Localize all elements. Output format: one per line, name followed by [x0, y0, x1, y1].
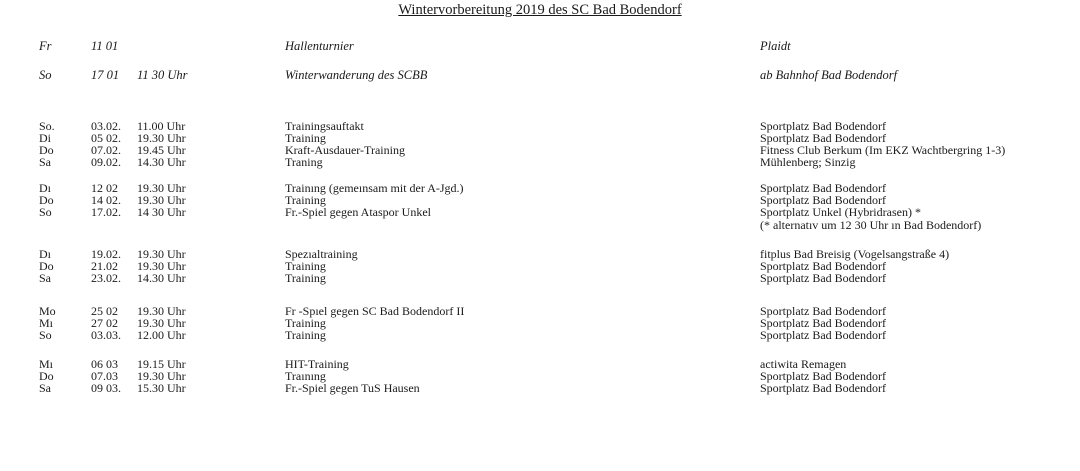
place-cell: ab Bahnhof Bad Bodendorf: [760, 68, 898, 82]
place-cell: Fitness Club Berkum (Im EKZ Wachtbergring 1-3): [760, 143, 1006, 157]
schedule-row-note: [0, 219, 1080, 231]
event-cell: Winterwanderung des SCBB: [285, 68, 428, 82]
schedule-row: [0, 272, 1080, 284]
day-cell: Dı: [39, 181, 51, 195]
date-cell: 17 01: [91, 68, 120, 82]
day-cell: Sa: [39, 155, 51, 169]
date-cell: 03.03.: [91, 328, 121, 342]
date-cell: 09.02.: [91, 155, 121, 169]
schedule-row: [0, 40, 1080, 52]
day-cell: Do: [39, 259, 54, 273]
day-cell: Do: [39, 143, 54, 157]
date-cell: 09 03.: [91, 381, 121, 395]
event-cell: Training: [285, 316, 326, 330]
time-cell: 14.30 Uhr: [137, 155, 186, 169]
time-cell: 19.30 Uhr: [137, 131, 186, 145]
event-cell: HIT-Training: [285, 357, 349, 371]
place-cell: Sportplatz Bad Bodendorf: [760, 131, 886, 145]
day-cell: Mı: [39, 357, 54, 371]
time-cell: 11.00 Uhr: [137, 119, 186, 133]
date-cell: 21.02: [91, 259, 118, 273]
event-cell: Training: [285, 271, 326, 285]
time-cell: 14 30 Uhr: [137, 205, 186, 219]
schedule-row: [0, 69, 1080, 81]
place-cell: Mühlenberg; Sinzig: [760, 155, 856, 169]
place-cell: Sportplatz Bad Bodendorf: [760, 381, 886, 395]
date-cell: 14 02.: [91, 193, 121, 207]
event-cell: Traınıng: [285, 369, 326, 383]
place-cell: Sportplatz Bad Bodendorf: [760, 369, 886, 383]
day-cell: Mı: [39, 316, 54, 330]
time-cell: 19.30 Uhr: [137, 259, 186, 273]
time-cell: 19.30 Uhr: [137, 181, 186, 195]
event-cell: Traning: [285, 155, 323, 169]
place-cell: Sportplatz Bad Bodendorf: [760, 181, 886, 195]
place-cell: Sportplatz Bad Bodendorf: [760, 304, 886, 318]
place-cell: Sportplatz Bad Bodendorf: [760, 119, 886, 133]
event-cell: Spezıaltraining: [285, 247, 358, 261]
place-cell: Sportplatz Bad Bodendorf: [760, 328, 886, 342]
time-cell: 19.45 Uhr: [137, 143, 186, 157]
place-cell: Plaidt: [760, 39, 791, 53]
day-cell: Fr: [39, 39, 52, 53]
date-cell: 06 03: [91, 357, 118, 371]
date-cell: 12 02: [91, 181, 118, 195]
place-cell: actiwita Remagen: [760, 357, 847, 371]
event-cell: Trainıng (gemeınsam mit der A-Jgd.): [285, 181, 464, 195]
place-cell: Sportplatz Bad Bodendorf: [760, 316, 886, 330]
day-cell: Di: [39, 131, 51, 145]
event-cell: Training: [285, 259, 326, 273]
time-cell: 19.30 Uhr: [137, 316, 186, 330]
schedule-row: [0, 156, 1080, 168]
event-cell: Kraft-Ausdauer-Training: [285, 143, 405, 157]
day-cell: So: [39, 205, 52, 219]
place-cell: fitplus Bad Breisig (Vogelsangstraße 4): [760, 247, 950, 261]
day-cell: Dı: [39, 247, 51, 261]
place-note: (* alternatıv um 12 30 Uhr ın Bad Bodendorf): [760, 218, 982, 232]
place-cell: Sportplatz Unkel (Hybridrasen) *: [760, 205, 921, 219]
day-cell: Sa: [39, 271, 51, 285]
time-cell: 19.15 Uhr: [137, 357, 186, 371]
date-cell: 25 02: [91, 304, 118, 318]
page-title: Wintervorbereitung 2019 des SC Bad Bodendorf: [398, 2, 682, 18]
day-cell: Mo: [39, 304, 56, 318]
day-cell: Do: [39, 369, 54, 383]
time-cell: 15.30 Uhr: [137, 381, 186, 395]
day-cell: So: [39, 328, 52, 342]
place-cell: Sportplatz Bad Bodendorf: [760, 259, 886, 273]
day-cell: Do: [39, 193, 54, 207]
day-cell: So: [39, 68, 52, 82]
date-cell: 23.02.: [91, 271, 121, 285]
time-cell: 14.30 Uhr: [137, 271, 186, 285]
date-cell: 07.03: [91, 369, 118, 383]
date-cell: 27 02: [91, 316, 118, 330]
date-cell: 17.02.: [91, 205, 121, 219]
date-cell: 03.02.: [91, 119, 121, 133]
date-cell: 05 02.: [91, 131, 121, 145]
place-cell: Sportplatz Bad Bodendorf: [760, 271, 886, 285]
time-cell: 19.30 Uhr: [137, 369, 186, 383]
event-cell: Training: [285, 131, 326, 145]
time-cell: 19.30 Uhr: [137, 193, 186, 207]
date-cell: 19.02.: [91, 247, 121, 261]
event-cell: Fr.-Spiel gegen Ataspor Unkel: [285, 205, 431, 219]
schedule-row: [0, 206, 1080, 218]
time-cell: 19.30 Uhr: [137, 304, 186, 318]
date-cell: 07.02.: [91, 143, 121, 157]
event-cell: Training: [285, 328, 326, 342]
event-cell: Fr.-Spiel gegen TuS Hausen: [285, 381, 420, 395]
event-cell: Training: [285, 193, 326, 207]
day-cell: So.: [39, 119, 55, 133]
day-cell: Sa: [39, 381, 51, 395]
event-cell: Hallenturnier: [285, 39, 354, 53]
time-cell: 19.30 Uhr: [137, 247, 186, 261]
time-cell: 11 30 Uhr: [137, 68, 188, 82]
schedule-row: [0, 329, 1080, 341]
schedule-row: [0, 382, 1080, 394]
event-cell: Fr -Spıel gegen SC Bad Bodendorf II: [285, 304, 465, 318]
time-cell: 12.00 Uhr: [137, 328, 186, 342]
event-cell: Trainingsauftakt: [285, 119, 364, 133]
place-cell: Sportplatz Bad Bodendorf: [760, 193, 886, 207]
date-cell: 11 01: [91, 39, 119, 53]
